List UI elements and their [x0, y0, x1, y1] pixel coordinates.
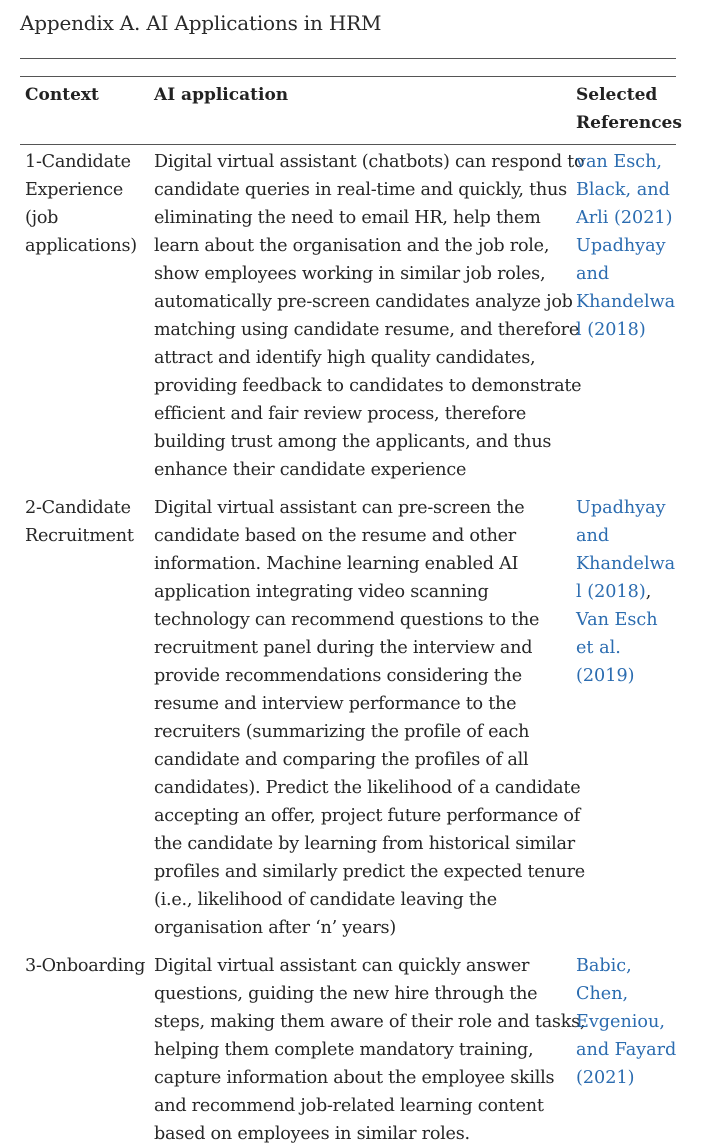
column-header-context: Context [25, 85, 99, 105]
row-3-application: Digital virtual assistant can quickly answer questions, guiding the new hire through the steps, making them aware of their role and tasks, helping them complete mandatory training, capture information about the employee skills and recommend job-related learning content based on employees in similar roles. [154, 956, 586, 1144]
row-3-context: 3-Onboarding [25, 956, 146, 976]
reference-link[interactable]: Upadhyay and Khandelwa l (2018) [576, 236, 676, 340]
table-top-rule [20, 58, 676, 59]
reference-link[interactable]: Upadhyay and Khandelwa l (2018) [576, 498, 676, 602]
row-2-application: Digital virtual assistant can pre-screen the candidate based on the resume and other information. Machine learning enabled AI application integrating video scanning technology can recommend questions to the recruitment panel during the interview and provide recommendations considering the resume and interview performance to the recruiters (summarizing the profile of each candidate and comparing the profiles of all candidates). Predict the likelihood of a candidate accepting an offer, project future performance of the candidate by learning from historical similar profiles and similarly predict the expected tenure (i.e., likelihood of candidate leaving the organisation after ‘n’ years) [154, 498, 585, 938]
row-3-references [576, 952, 676, 1092]
column-header-selected-references: Selected References [576, 85, 682, 133]
header-rule [20, 144, 676, 145]
row-1-application: Digital virtual assistant (chatbots) can respond to candidate queries in real-time and quickly, thus eliminating the need to email HR, help them learn about the organisation and the job role, show employees working in similar job roles, automatically pre-screen candidates analyze job matching using candidate resume, and therefore attract and identify high quality candidates, providing feedback to candidates to demonstrate efficient and fair review process, therefore building trust among the applicants, and thus enhance their candidate experience [154, 152, 585, 480]
reference-link[interactable]: Van Esch et al. (2019) [576, 610, 658, 686]
row-2-references [576, 494, 675, 690]
reference-separator: , [645, 582, 652, 602]
table-top-rule-inner [20, 76, 676, 77]
appendix-title: Appendix A. AI Applications in HRM [20, 11, 382, 35]
row-2-context: 2-Candidate Recruitment [25, 498, 134, 546]
reference-link[interactable]: Babic, Chen, Evgeniou, and Fayard (2021) [576, 956, 677, 1088]
column-header-ai-application: AI application [154, 85, 289, 105]
reference-link[interactable]: van Esch, Black, and Arli (2021) [576, 152, 673, 228]
row-1-references [576, 148, 675, 344]
row-1-context: 1-Candidate Experience (job applications) [25, 152, 137, 256]
